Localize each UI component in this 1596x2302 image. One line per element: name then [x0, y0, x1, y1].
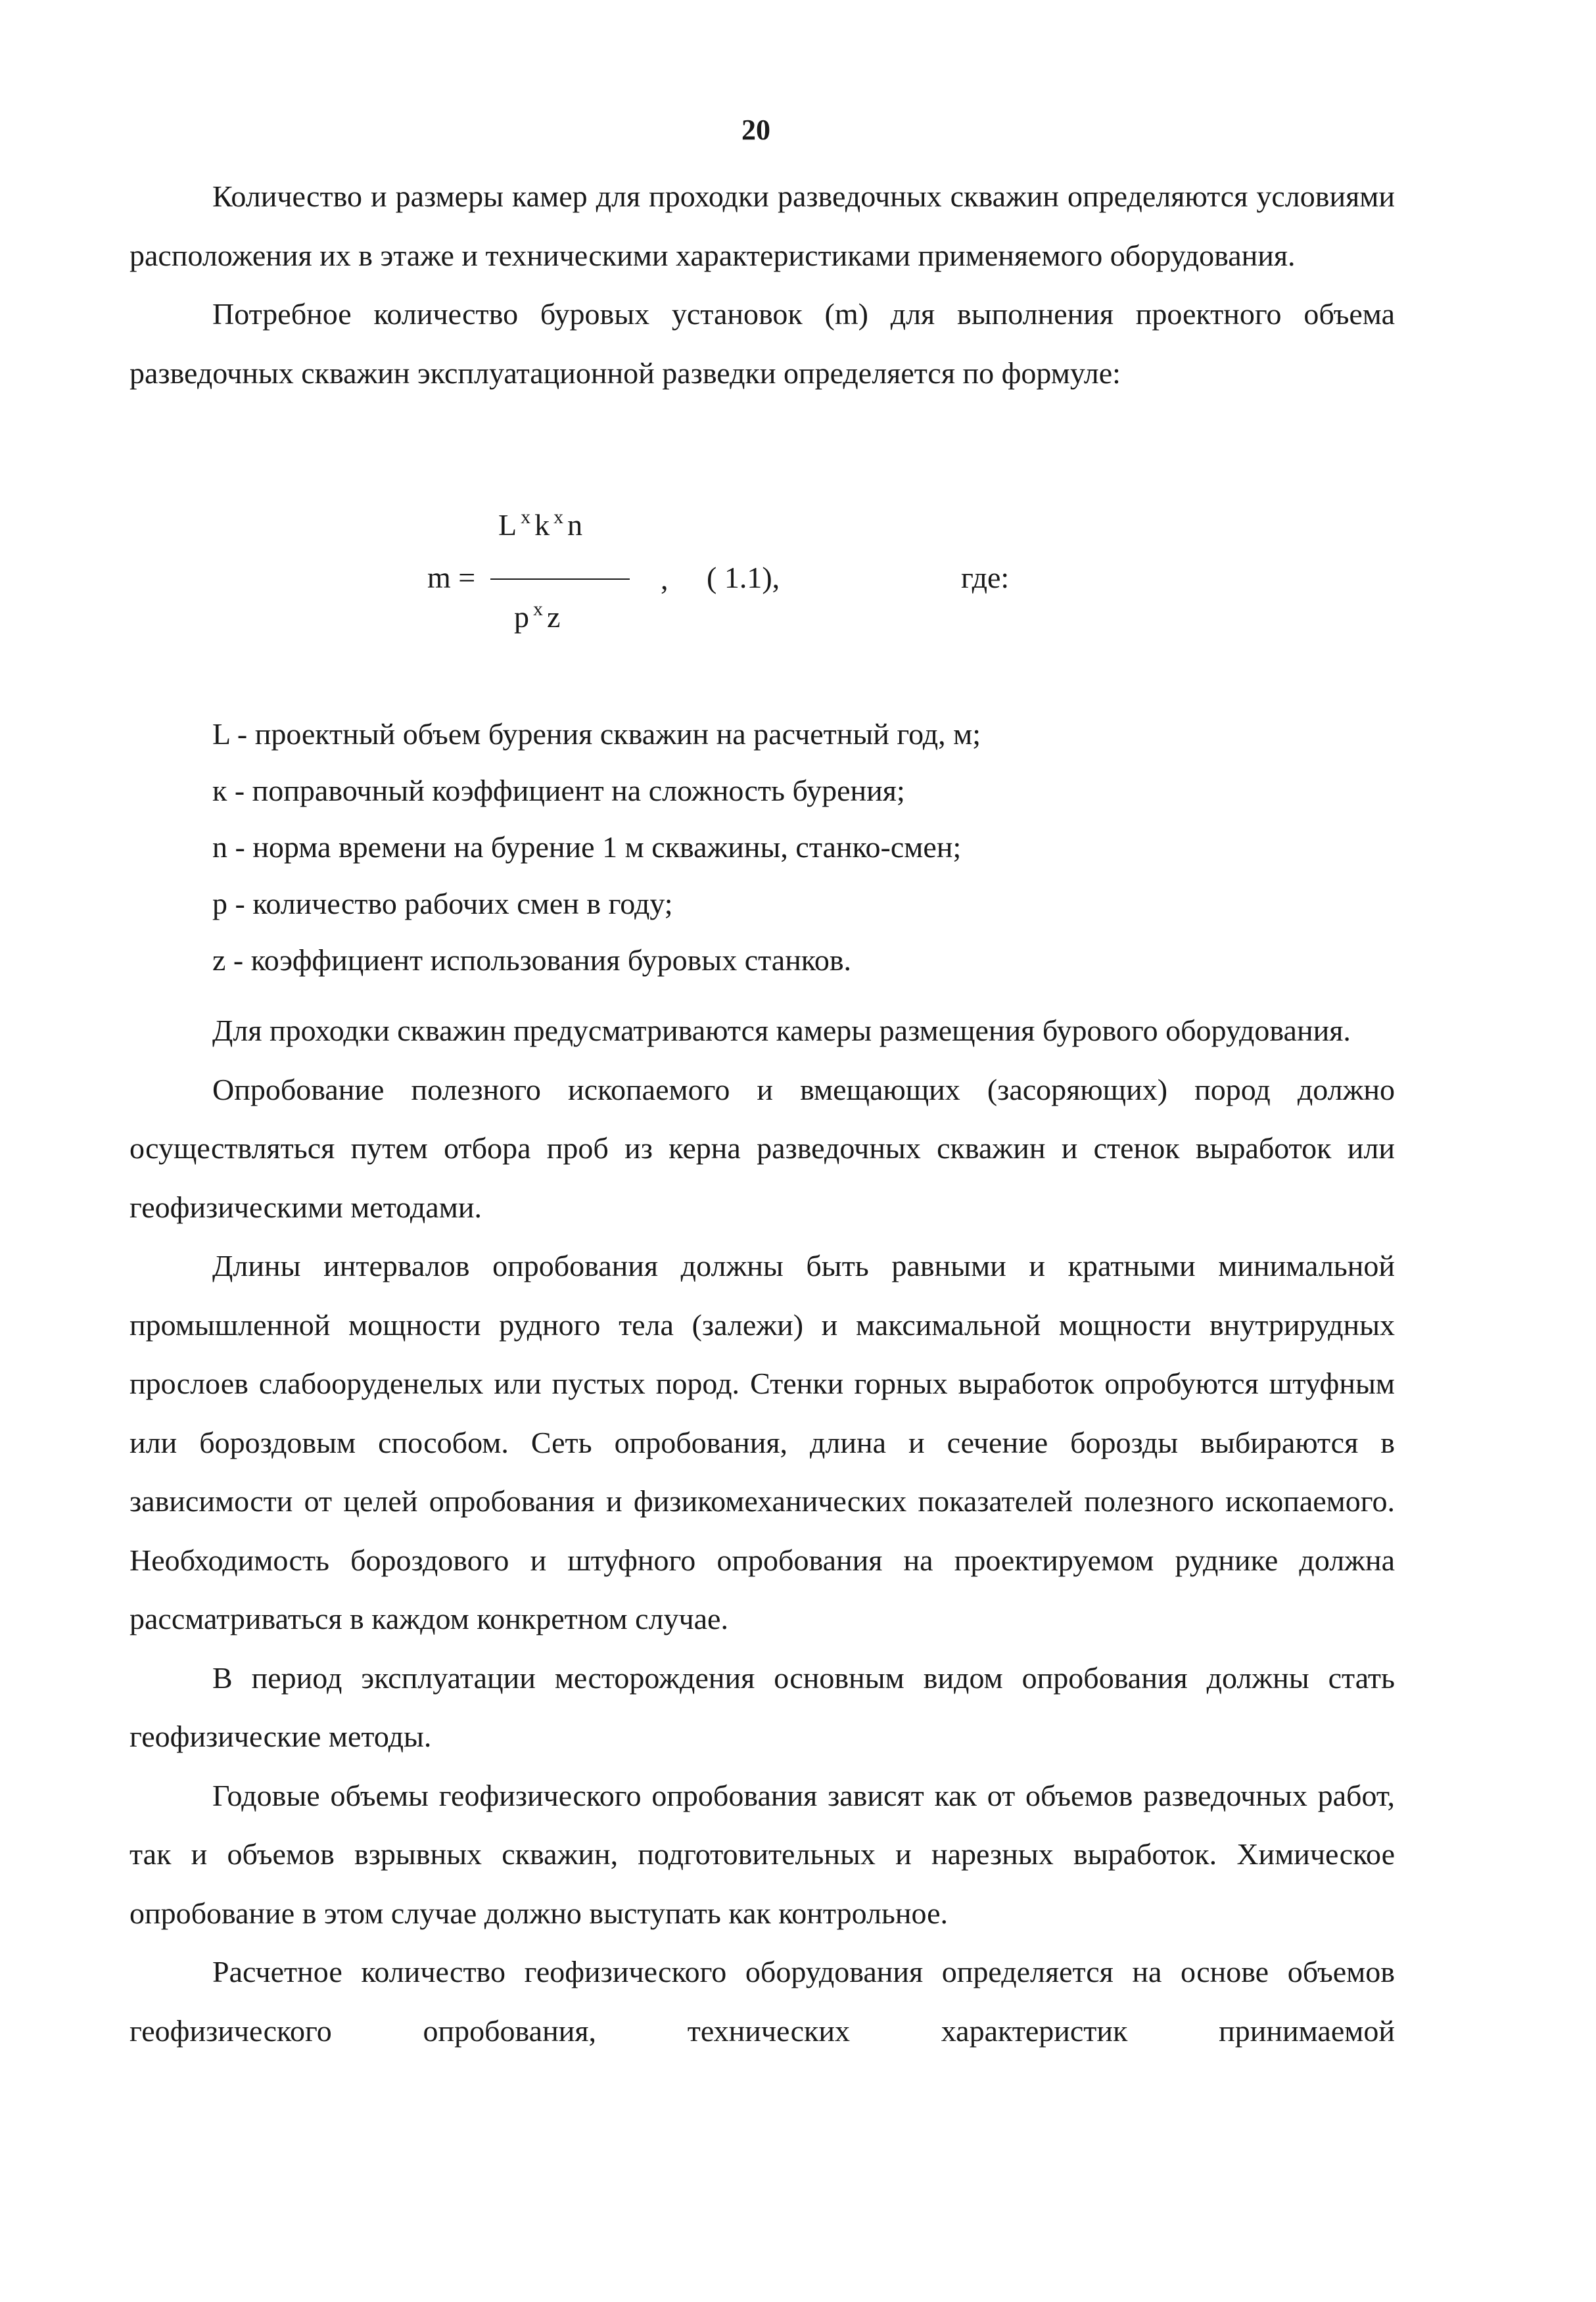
formula-fraction-bar	[490, 578, 630, 580]
formula-comma: ,	[661, 562, 669, 596]
formula-where-label: где:	[961, 561, 1010, 594]
main-section	[129, 1001, 1395, 2060]
definition-item: z - коэффициент использования буровых станков.	[212, 943, 852, 977]
formula-denominator	[514, 598, 560, 634]
paragraph: В период эксплуатации месторождения основным видом опробования должны стать геофизические методы.	[129, 1660, 1395, 1753]
definition-item: р - количество рабочих смен в году;	[212, 887, 673, 920]
formula-var-k: k	[534, 508, 550, 542]
formula-times-sign: x	[533, 598, 543, 620]
paragraph: Потребное количество буровых установок (m) для выполнения проектного объема разведочных скважин эксплуатационной разведки определяется по формуле:	[129, 297, 1395, 390]
formula-lhs: m =	[427, 561, 476, 594]
formula-var-n: n	[567, 508, 583, 542]
paragraph: Длины интервалов опробования должны быть равными и кратными минимальной промышленной мощности рудного тела (залежи) и максимальной мощности внутрирудных прослоев слабооруденелых или пустых пород. Стенки горных выработок опробуются штуфным или бороздовым способом. Сеть опробования, длина и сечение борозды выбираются в зависимости от целей опробования и физикомеханических показателей полезного ископаемого. Необходимость бороздового и штуфного опробования на проектируемом руднике должна рассматриваться в каждом конкретном случае.	[129, 1249, 1395, 1635]
paragraph: Расчетное количество геофизического оборудования определяется на основе объемов геофизического опробования, технических характеристик принимаемой	[129, 1955, 1395, 2048]
formula-1-1	[0, 506, 1596, 651]
definition-item: n - норма времени на бурение 1 м скважины, станко-смен;	[212, 830, 962, 864]
formula-var-p: p	[514, 600, 529, 634]
intro-section	[129, 167, 1395, 402]
paragraph: Опробование полезного ископаемого и вмещающих (засоряющих) пород должно осуществляться путем отбора проб из керна разведочных скважин и стенок выработок или геофизическими методами.	[129, 1072, 1395, 1224]
formula-var-z: z	[547, 600, 561, 634]
formula-number-label: ( 1.1),	[707, 561, 780, 594]
paragraph: Количество и размеры камер для проходки разведочных скважин определяются условиями расположения их в этаже и техническими характеристиками применяемого оборудования.	[129, 179, 1395, 272]
definition-item: к - поправочный коэффициент на сложность бурения;	[212, 774, 905, 807]
formula-numerator	[498, 506, 582, 542]
formula-var-L: L	[498, 508, 517, 542]
paragraph: Для проходки скважин предусматриваются камеры размещения бурового оборудования.	[212, 1014, 1351, 1047]
definitions-list	[129, 706, 1395, 989]
formula-times-sign: x	[521, 506, 531, 528]
definition-item: L - проектный объем бурения скважин на расчетный год, м;	[212, 717, 981, 751]
formula-times-sign: x	[553, 506, 564, 528]
page-number: 20	[741, 114, 770, 146]
paragraph: Годовые объемы геофизического опробования зависят как от объемов разведочных работ, так и объемов взрывных скважин, подготовительных и нарезных выработок. Химическое опробование в этом случае должно выступать как контрольное.	[129, 1778, 1395, 1930]
